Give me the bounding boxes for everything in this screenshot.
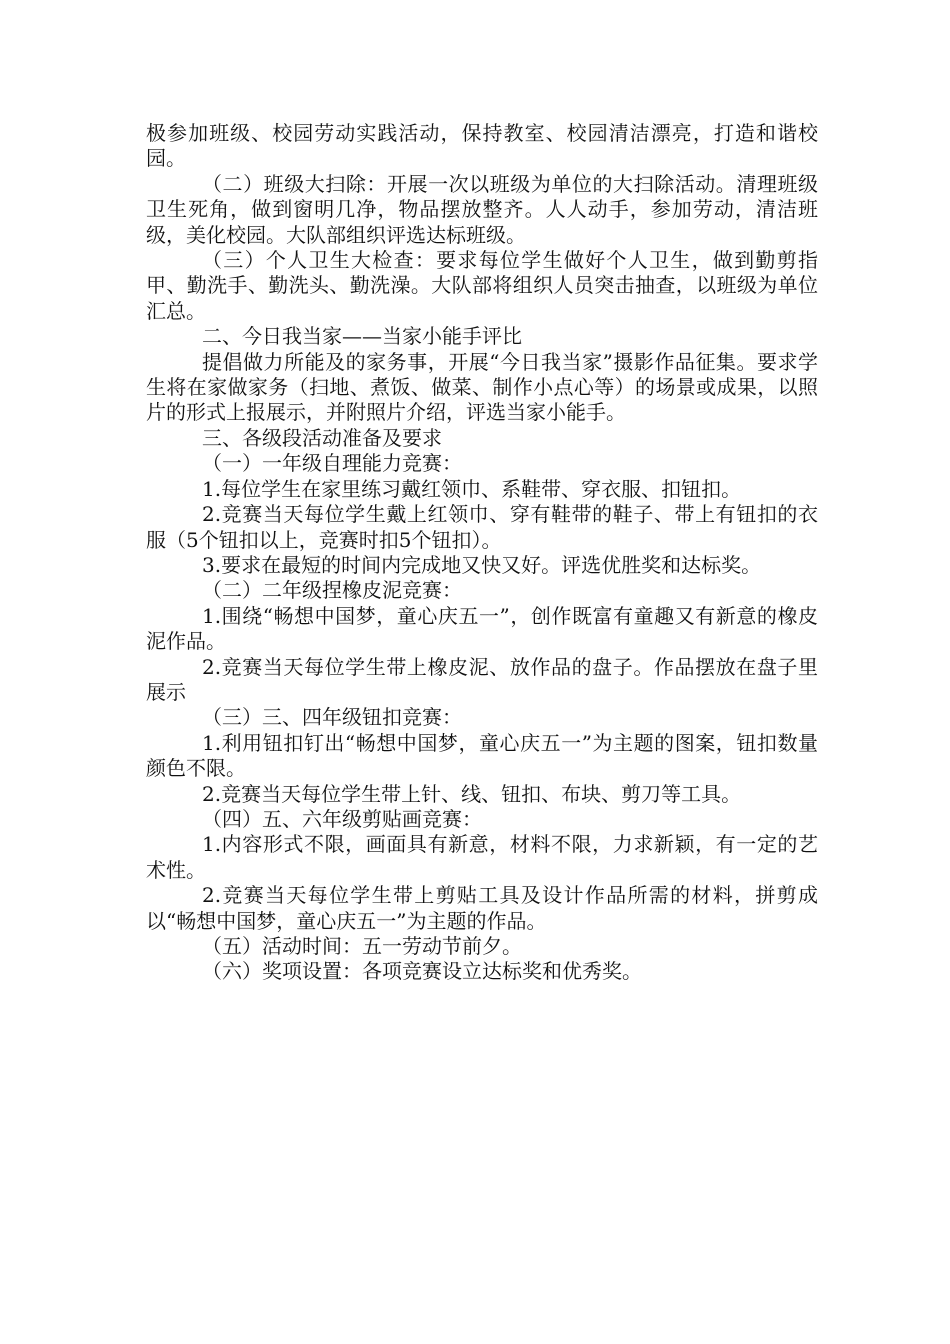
subheading-grade-1: （一）一年级自理能力竞赛： — [202, 451, 462, 476]
paragraph-class-cleaning: （二）班级大扫除：开展一次以班级为单位的大扫除活动。清理班级卫生死角，做到窗明几净，物品摆放整齐。人人动手，参加劳动，清洁班级，美化校园。大队部组织评选达标班级。 — [146, 171, 818, 247]
document-body — [146, 121, 818, 985]
paragraph-personal-hygiene: （三）个人卫生大检查：要求每位学生做好个人卫生，做到勤剪指甲、勤洗手、勤洗头、勤洗澡。大队部将组织人员突击抽查，以班级为单位汇总。 — [146, 248, 818, 323]
list-item-grade-1-3: 3.要求在最短的时间内完成地又快又好。评选优胜奖和达标奖。 — [202, 552, 762, 577]
paragraph-continuation: 极参加班级、校园劳动实践活动，保持教室、校园清洁漂亮，打造和谐校园。 — [146, 121, 818, 171]
subheading-grade-5-6: （四）五、六年级剪贴画竞赛： — [202, 806, 482, 831]
list-item-grade-2-2: 2.竞赛当天每位学生带上橡皮泥、放作品的盘子。作品摆放在盘子里展示 — [146, 654, 818, 704]
list-item-grade-2-1: 1.围绕“畅想中国梦，童心庆五一”，创作既富有童趣又有新意的橡皮泥作品。 — [146, 603, 818, 654]
subheading-awards: （六）奖项设置：各项竞赛设立达标奖和优秀奖。 — [202, 959, 642, 984]
list-item-grade-1-1: 1.每位学生在家里练习戴红领巾、系鞋带、穿衣服、扣钮扣。 — [202, 476, 742, 501]
section-heading-grade-requirements: 三、各级段活动准备及要求 — [202, 425, 442, 450]
list-item-grade-3-4-2: 2.竞赛当天每位学生带上针、线、钮扣、布块、剪刀等工具。 — [202, 781, 742, 806]
subheading-grade-2: （二）二年级捏橡皮泥竞赛： — [202, 578, 462, 603]
subheading-grade-3-4: （三）三、四年级钮扣竞赛： — [202, 705, 462, 730]
paragraph-home-helper: 提倡做力所能及的家务事，开展“今日我当家”摄影作品征集。要求学生将在家做家务（扫地、煮饭、做菜、制作小点心等）的场景或成果，以照片的形式上报展示，并附照片介绍，评选当家小能手。 — [146, 349, 818, 425]
list-item-grade-3-4-1: 1.利用钮扣钉出“畅想中国梦，童心庆五一”为主题的图案，钮扣数量颜色不限。 — [146, 730, 818, 781]
subheading-activity-time: （五）活动时间：五一劳动节前夕。 — [202, 934, 522, 958]
list-item-grade-1-2: 2.竞赛当天每位学生戴上红领巾、穿有鞋带的鞋子、带上有钮扣的衣服（5个钮扣以上，竞赛时扣5个钮扣）。 — [146, 502, 818, 552]
list-item-grade-5-6-2: 2.竞赛当天每位学生带上剪贴工具及设计作品所需的材料，拼剪成以“畅想中国梦，童心庆五一”为主题的作品。 — [146, 883, 818, 933]
section-heading-home-helper: 二、今日我当家——当家小能手评比 — [202, 324, 522, 349]
list-item-grade-5-6-1: 1.内容形式不限，画面具有新意，材料不限，力求新颖，有一定的艺术性。 — [146, 832, 818, 882]
